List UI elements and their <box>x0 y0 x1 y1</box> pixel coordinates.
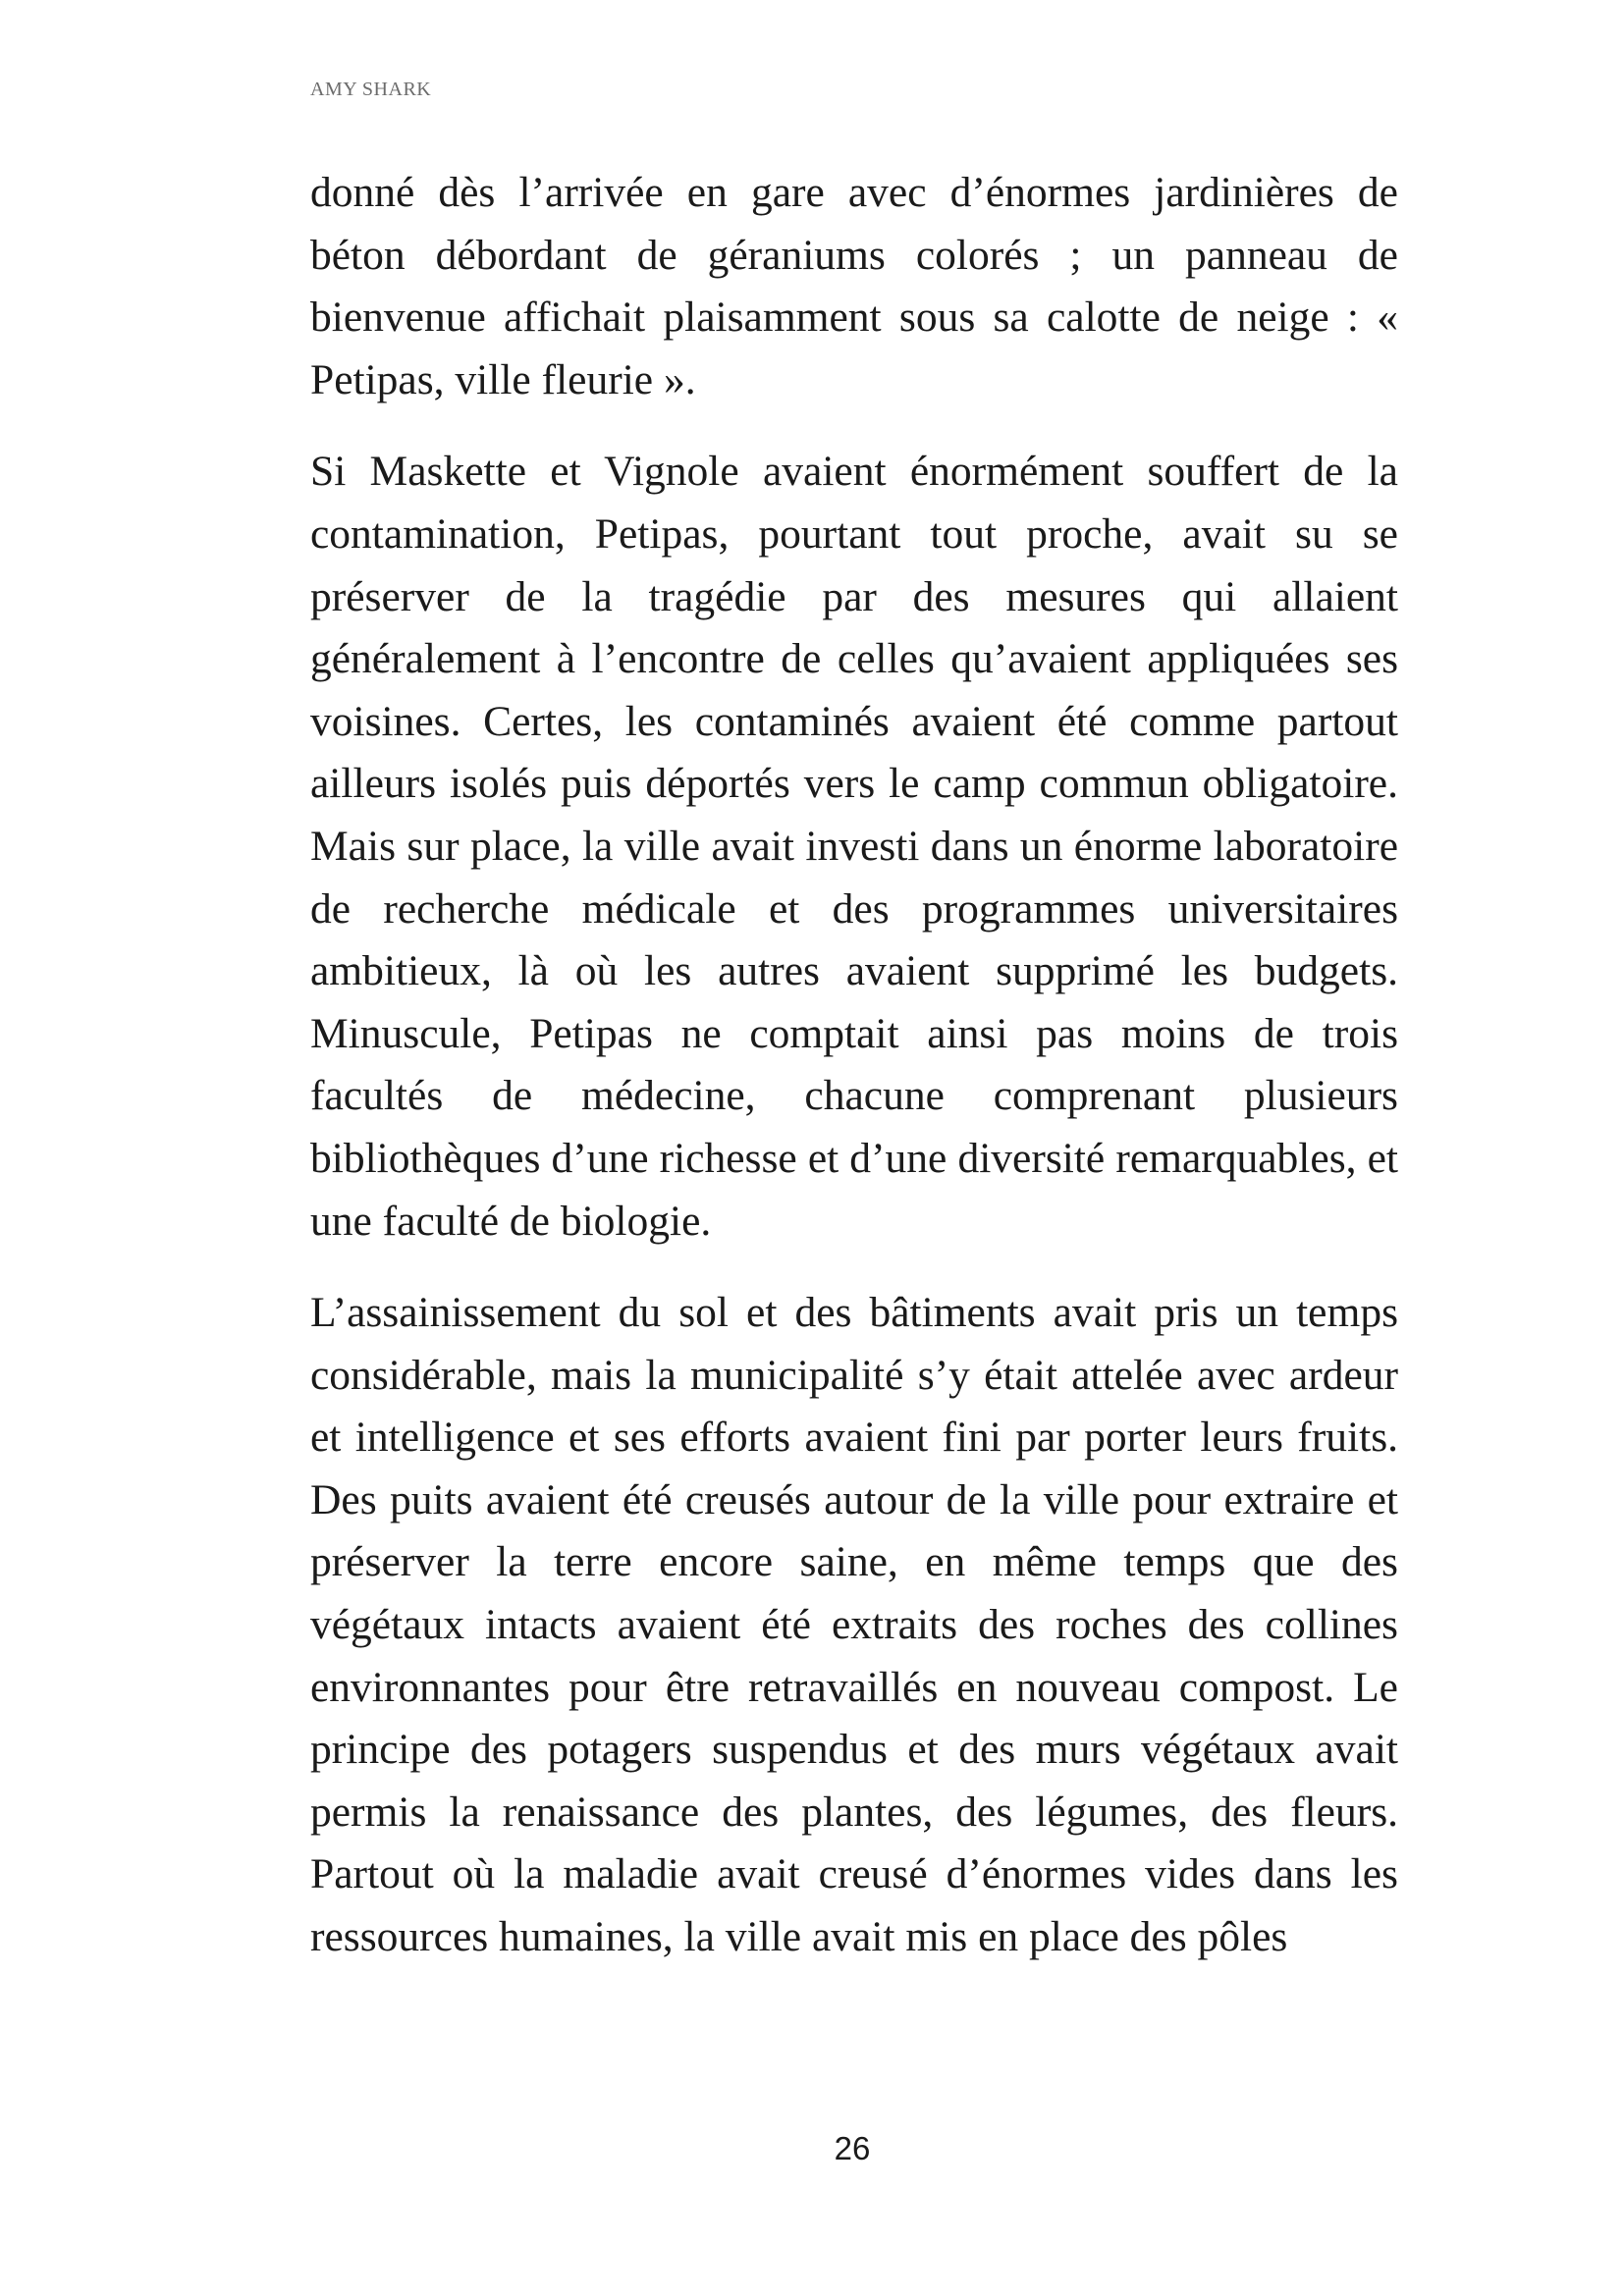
page-number: 26 <box>834 2130 871 2166</box>
paragraph-2: Si Maskette et Vignole avaient énormément souffert de la contamination, Petipas, pourtant tout proche, avait su se préserver de la tragédie par des mesures qui allaient généralement à l’encontre de celles qu’avaient appliquées ses voisines. Certes, les contaminés avaient été comme partout ailleurs isolés puis déportés vers le camp commun obligatoire. Mais sur place, la ville avait investi dans un énorme laboratoire de recherche médicale et des programmes universitaires ambitieux, là où les autres avaient supprimé les budgets. Minuscule, Petipas ne comptait ainsi pas moins de trois facultés de médecine, chacune comprenant plusieurs bibliothèques d’une richesse et d’une diversité remarquables, et une faculté de biologie. <box>310 448 1398 1245</box>
paragraph-1: donné dès l’arrivée en gare avec d’énormes jardinières de béton débordant de géraniums colorés ; un panneau de bienvenue affichait plaisamment sous sa calotte de neige : « Petipas, ville fleurie ». <box>310 169 1398 403</box>
body-text <box>310 162 1398 1999</box>
paragraph-3: L’assainissement du sol et des bâtiments avait pris un temps considérable, mais la municipalité s’y était attelée avec ardeur et intelligence et ses efforts avaient fini par porter leurs fruits. Des puits avaient été creusés autour de la ville pour extraire et préserver la terre encore saine, en même temps que des végétaux intacts avaient été extraits des roches des collines environnantes pour être retravaillés en nouveau compost. Le principe des potagers suspendus et des murs végétaux avait permis la renaissance des plantes, des légumes, des fleurs. Partout où la maladie avait creusé d’énormes vides dans les ressources humaines, la ville avait mis en place des pôles <box>310 1289 1398 1961</box>
running-head: AMY SHARK <box>310 79 432 100</box>
